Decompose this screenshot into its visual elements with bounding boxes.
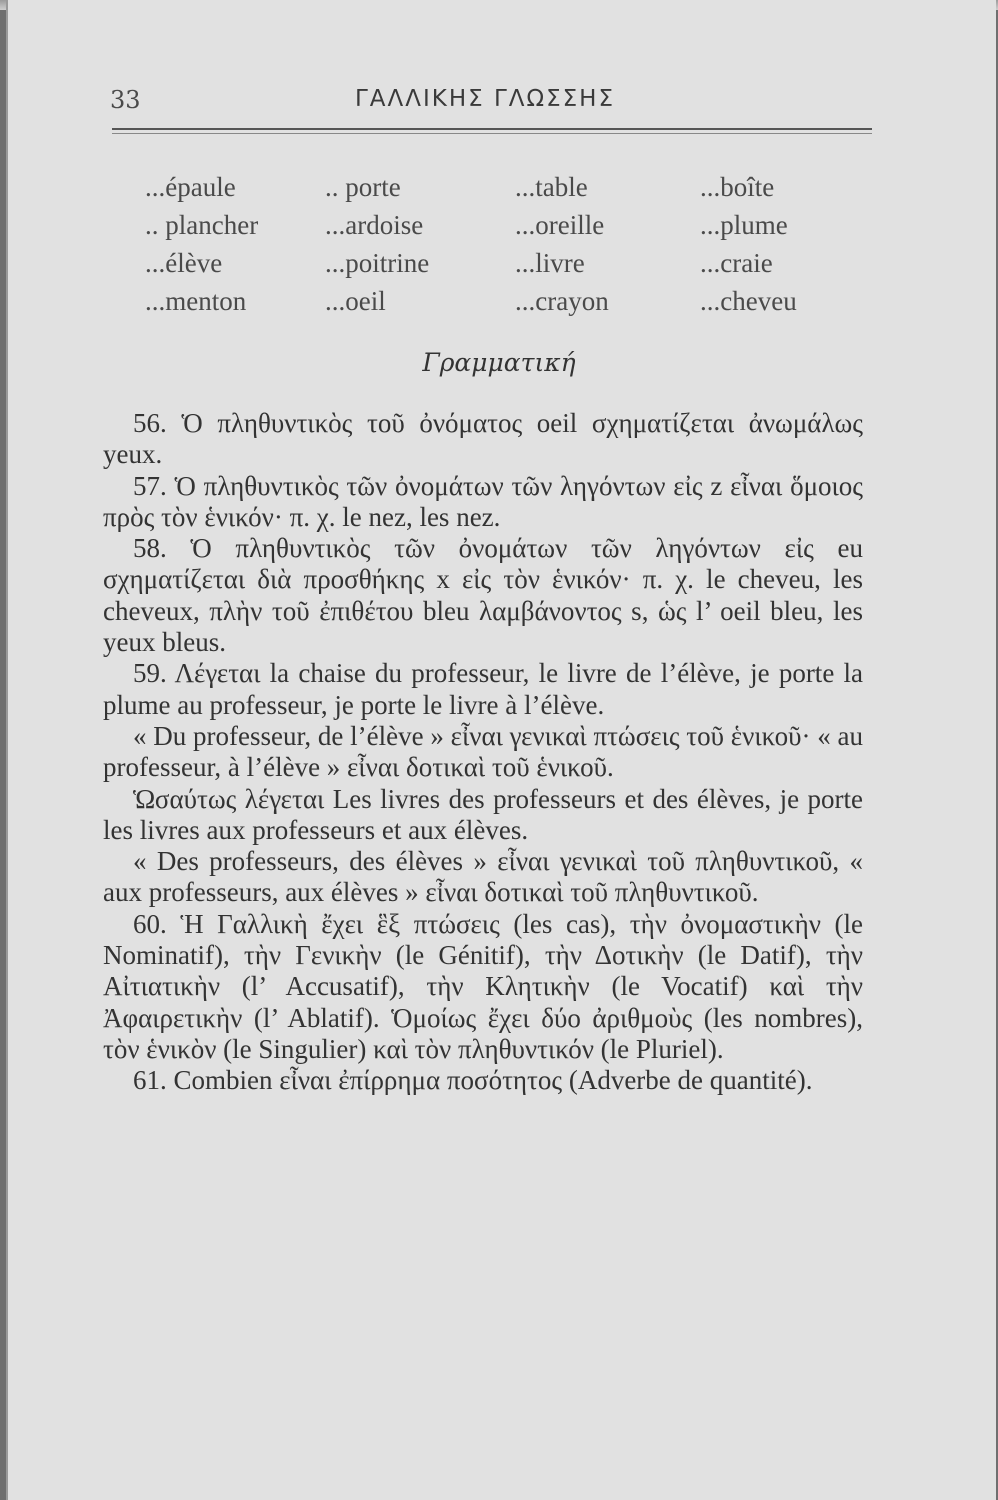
- vocab-column-2: [325, 168, 515, 320]
- vocab-column-4: [700, 168, 890, 320]
- page-header: [100, 86, 870, 126]
- vocab-word: ...menton: [145, 286, 247, 316]
- header-rule-thin: [112, 133, 872, 134]
- paragraph-57: 57. Ὁ πληθυντικὸς τῶν ὀνομάτων τῶν ληγόντων εἰς z εἶναι ὅμοιος πρὸς τὸν ἑνικόν· π. χ. le nez, les nez.: [103, 470, 863, 532]
- vocab-word: ...oreille: [515, 210, 605, 240]
- paragraph-59-genitive: « Du professeur, de l’élève » εἶναι γενικαὶ πτώσεις τοῦ ἑνικοῦ· « au professeur, à l’élève » εἶναι δοτικαὶ τοῦ ἑνικοῦ.: [103, 720, 863, 783]
- section-heading: Γραμματική: [422, 348, 576, 377]
- paragraph-58: 58. Ὁ πληθυντικὸς τῶν ὀνομάτων τῶν ληγόντων εἰς eu σχηματίζεται διὰ προσθήκης x εἰς τὸν ἑνικόν· π. χ. le cheveu, les cheveux, πλὴν τοῦ ἐπιθέτου bleu λαμβάνοντος s, ὡς l’ oeil bleu, les yeux bleus.: [103, 533, 863, 658]
- paragraph-56: 56. Ὁ πληθυντικὸς τοῦ ὀνόματος oeil σχηματίζεται ἀνωμάλως yeux.: [103, 408, 863, 470]
- vocab-word: .. plancher: [145, 210, 259, 240]
- running-title: ΓΑΛΛΙΚΗΣ ΓΛΩΣΣΗΣ: [354, 86, 616, 112]
- vocab-column-1: [145, 168, 335, 320]
- paragraph-60: 60. Ἡ Γαλλικὴ ἔχει ἓξ πτώσεις (les cas), τὴν ὀνομαστικὴν (le Nominatif), τὴν Γενικὴν (le Génitif), τὴν Δοτικὴν (le Datif), τὴν Αἰτιατικὴν (l’ Accusatif), τὴν Κλητικὴν (le Vocatif) καὶ τὴν Ἀφαιρετικὴν (l’ Ablatif). Ὁμοίως ἔχει δύο ἀριθμοὺς (les nombres), τὸν ἑνικὸν (le Singulier) καὶ τὸν πληθυντικόν (le Pluriel).: [103, 908, 863, 1064]
- vocab-word: ...cheveu: [700, 286, 797, 316]
- vocab-word: ...table: [515, 172, 588, 202]
- paragraph-59-plural: Ὡσαύτως λέγεται Les livres des professeurs et des élèves, je porte les livres aux professeurs et aux élèves.: [103, 783, 863, 845]
- body-text: [103, 408, 863, 1097]
- header-rule: [112, 128, 872, 130]
- vocabulary-list: [145, 168, 865, 328]
- vocab-word: .. porte: [325, 172, 401, 202]
- vocab-word: ...plume: [700, 210, 788, 240]
- vocab-word: ...oeil: [325, 286, 386, 316]
- page-number: 33: [110, 86, 141, 114]
- vocab-word: ...livre: [515, 248, 585, 278]
- vocab-word: ...poitrine: [325, 248, 430, 278]
- paragraph-59-plural-cases: « Des professeurs, des élèves » εἶναι γενικαὶ τοῦ πληθυντικοῦ, « aux professeurs, aux élèves » εἶναι δοτικαὶ τοῦ πληθυντικοῦ.: [103, 846, 863, 908]
- vocab-word: ...épaule: [145, 172, 236, 202]
- vocab-word: ...boîte: [700, 172, 775, 202]
- vocab-word: ...craie: [700, 248, 773, 278]
- vocab-word: ...ardoise: [325, 210, 424, 240]
- vocab-word: ...élève: [145, 248, 223, 278]
- paragraph-61: 61. Combien εἶναι ἐπίρρημα ποσότητος (Adverbe de quantité).: [133, 1065, 813, 1096]
- vocab-word: ...crayon: [515, 286, 609, 316]
- paragraph-59: 59. Λέγεται la chaise du professeur, le livre de l’élève, je porte la plume au professeur, je porte le livre à l’élève.: [103, 658, 863, 720]
- vocab-column-3: [515, 168, 705, 320]
